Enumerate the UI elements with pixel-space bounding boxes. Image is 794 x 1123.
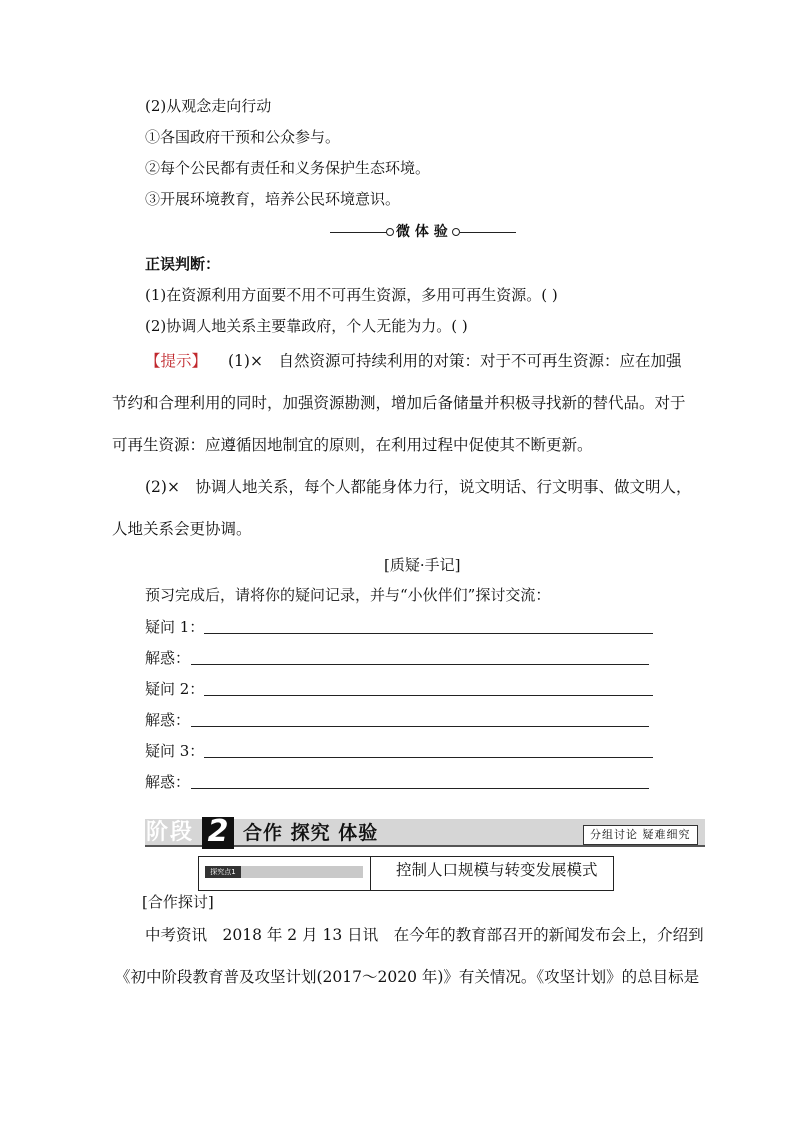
divider-left-dot <box>386 228 394 236</box>
section-item-1: ①各国政府干预和公众参与。 <box>145 128 341 146</box>
explore-title: 控制人口规模与转变发展模式 <box>396 861 598 879</box>
stage-number: 2 <box>207 814 229 849</box>
section-item-2: ②每个公民都有责任和义务保护生态环境。 <box>145 159 431 177</box>
notes-title: [质疑·手记] <box>384 556 461 574</box>
notes-answer-1-label: 解惑： <box>145 649 191 667</box>
explore-box-separator <box>370 856 371 890</box>
micro-experience-title: 微 体 验 <box>396 224 448 240</box>
notes-answer-2-label: 解惑： <box>145 711 191 729</box>
cooperation-label: [合作探讨] <box>142 893 214 911</box>
notes-instruction: 预习完成后，请将你的疑问记录，并与“小伙伴们”探讨交流： <box>145 586 551 604</box>
hint-line-5: 人地关系会更协调。 <box>112 520 252 538</box>
hint-line-3: 可再生资源：应遵循因地制宜的原则，在利用过程中促使其不断更新。 <box>112 436 593 454</box>
stage-title: 合作 探究 体验 <box>243 822 379 844</box>
section-heading: (2)从观念走向行动 <box>145 97 272 115</box>
notes-question-1-label: 疑问 1： <box>145 618 205 636</box>
judge-question-1: (1)在资源利用方面要不用不可再生资源，多用可再生资源。( ) <box>145 286 558 304</box>
stage-tag: 分组讨论 疑难细究 <box>583 825 698 845</box>
judge-label: 正误判断： <box>145 255 221 273</box>
divider-right-line <box>460 232 516 233</box>
divider-right-dot <box>452 228 460 236</box>
stage-label: 阶段 <box>146 820 195 845</box>
notes-answer-1-line[interactable] <box>191 664 649 665</box>
notes-question-3-label: 疑问 3： <box>145 742 205 760</box>
notes-answer-3-label: 解惑： <box>145 773 191 791</box>
divider-left-line <box>330 232 390 233</box>
notes-question-2-line[interactable] <box>204 695 653 696</box>
notes-answer-3-line[interactable] <box>191 788 649 789</box>
notes-question-1-line[interactable] <box>204 633 653 634</box>
explore-tag: 探究点1 <box>205 866 241 878</box>
hint-label: 【提示】 <box>145 352 208 370</box>
hint-line-2: 节约和合理利用的同时，加强资源勘测，增加后备储量并积极寻找新的替代品。对于 <box>112 394 686 412</box>
section-item-3: ③开展环境教育，培养公民环境意识。 <box>145 190 401 208</box>
notes-question-2-label: 疑问 2： <box>145 680 205 698</box>
cooperation-line-2: 《初中阶段教育普及攻坚计划(2017～2020 年)》有关情况。《攻坚计划》的总目标是 <box>115 968 700 986</box>
notes-question-3-line[interactable] <box>204 757 653 758</box>
hint-line-4: (2)× 协调人地关系，每个人都能身体力行，说文明话、行文明事、做文明人， <box>145 478 692 496</box>
notes-answer-2-line[interactable] <box>191 726 649 727</box>
judge-question-2: (2)协调人地关系主要靠政府，个人无能为力。( ) <box>145 317 468 335</box>
hint-line-1: (1)× 自然资源可持续利用的对策：对于不可再生资源：应在加强 <box>228 352 682 370</box>
cooperation-line-1: 中考资讯 2018 年 2 月 13 日讯 在今年的教育部召开的新闻发布会上，介绍到 <box>145 926 704 944</box>
